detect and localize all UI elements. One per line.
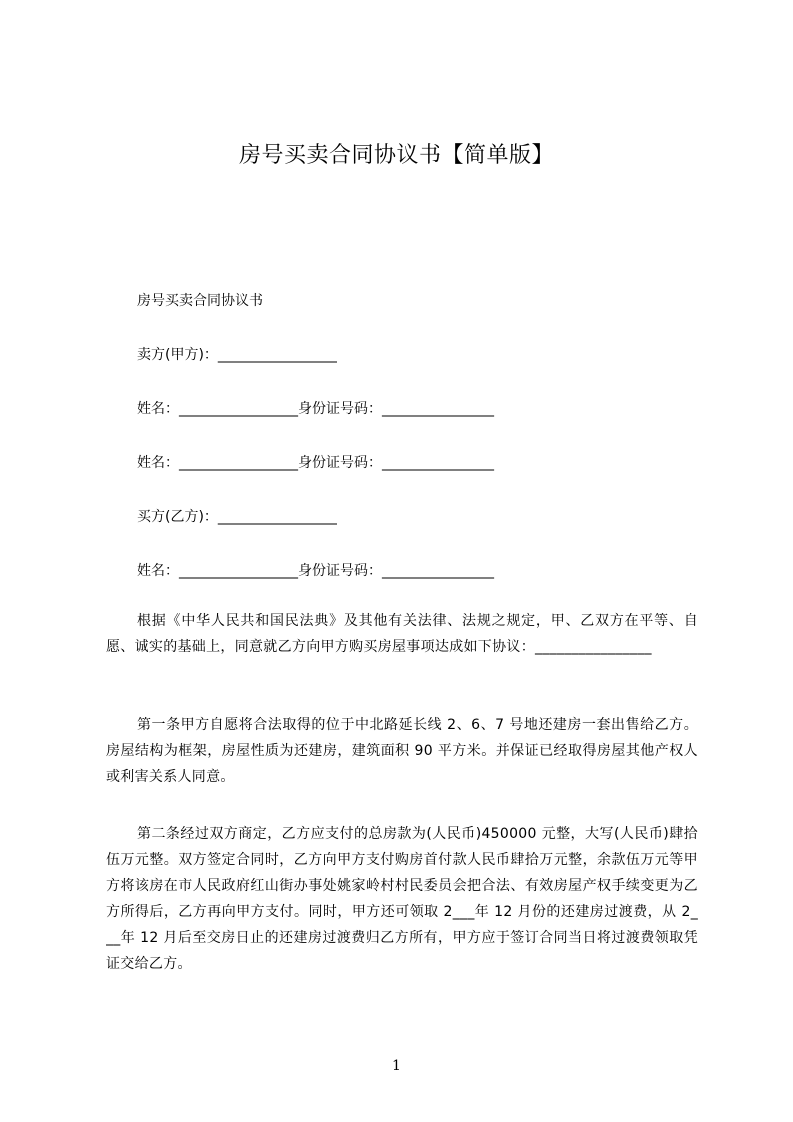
document-title: 房号买卖合同协议书【简单版】 bbox=[238, 143, 554, 168]
seller-name-line-1: 姓名：_________________身份证号码：________________ bbox=[137, 401, 494, 417]
buyer-line: 买方(乙方)：_________________ bbox=[137, 509, 337, 525]
article-one-paragraph: 第一条甲方自愿将合法取得的位于中北路延长线 2、6、7 号地还建房一套出售给乙方。房屋结构为框架，房屋性质为还建房，建筑面积 90 平方米。并保证已经取得房屋其他产权人或利害关系人同意。 bbox=[106, 717, 698, 785]
buyer-name-line-1: 姓名：_________________身份证号码：________________ bbox=[137, 563, 494, 579]
seller-line: 卖方(甲方)：_________________ bbox=[137, 347, 337, 363]
article-two-paragraph: 第二条经过双方商定，乙方应支付的总房款为(人民币)450000 元整，大写(人民币)肆拾伍万元整。双方签定合同时，乙方向甲方支付购房首付款人民币肆拾万元整，余款伍万元等甲方将该房在市人民政府红山街办事处姚家岭村村民委员会把合法、有效房屋产权手续变更为乙方所得后，乙方再向甲方支付。同时，甲方还可领取 2___年 12 月份的还建房过渡费，从 2___年 12 月后至交房日止的还建房过渡费归乙方所有，甲方应于签订合同当日将过渡费领取凭证交给乙方。 bbox=[106, 826, 698, 972]
agreement-paragraph: 根据《中华人民共和国民法典》及其他有关法律、法规之规定，甲、乙双方在平等、自愿、诚实的基础上，同意就乙方向甲方购买房屋事项达成如下协议：________________ bbox=[106, 613, 698, 655]
document-subtitle: 房号买卖合同协议书 bbox=[137, 293, 263, 309]
seller-name-line-2: 姓名：_________________身份证号码：________________ bbox=[137, 455, 494, 471]
page-number: 1 bbox=[392, 1058, 401, 1074]
